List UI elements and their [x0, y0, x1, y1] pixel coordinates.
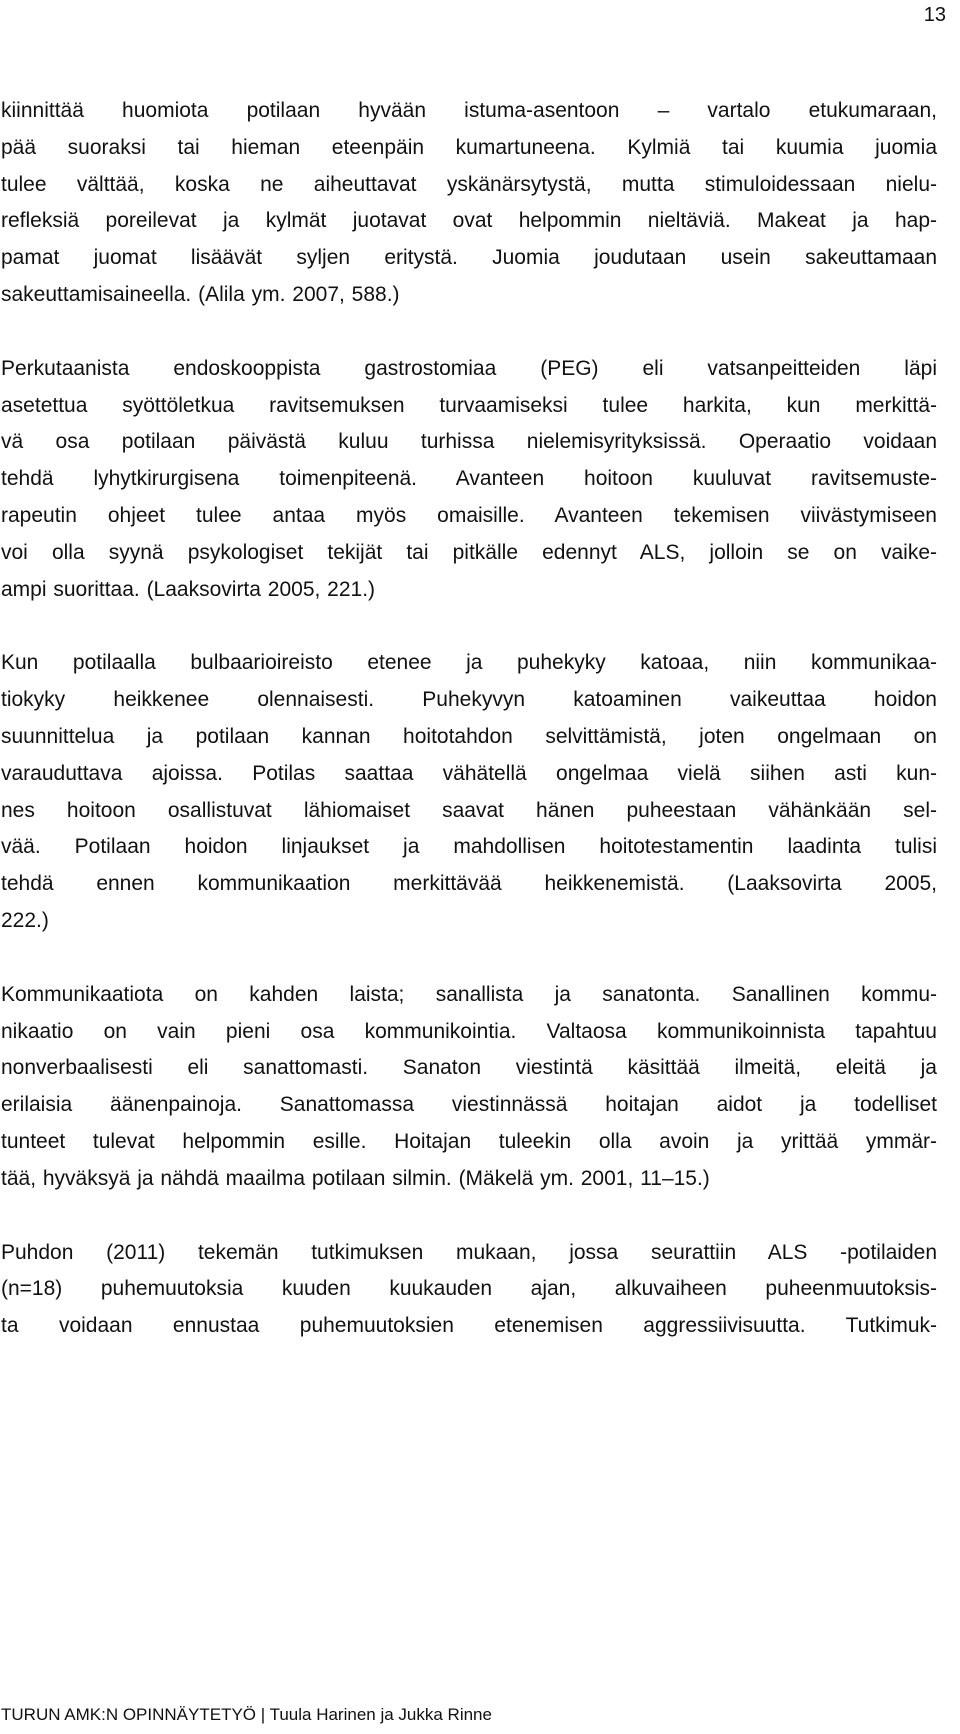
text-line: pää suoraksi tai hieman eteenpäin kumartuneena. Kylmiä tai kuumia juomia	[1, 135, 937, 159]
text-line: tehdä ennen kommunikaation merkittävää heikkenemistä. (Laaksovirta 2005,	[1, 872, 937, 896]
text-line: erilaisia äänenpainoja. Sanattomassa viestinnässä hoitajan aidot ja todelliset	[1, 1093, 937, 1117]
text-line: 222.)	[1, 908, 49, 932]
text-line: refleksiä poreilevat ja kylmät juotavat ovat helpommin nieltäviä. Makeat ja hap-	[1, 209, 937, 233]
paragraph-1	[1, 93, 937, 314]
text-line: pamat juomat lisäävät syljen eritystä. Juomia joudutaan usein sakeuttamaan	[1, 246, 937, 270]
text-line: nikaatio on vain pieni osa kommunikointia. Valtaosa kommunikoinnista tapahtuu	[1, 1019, 937, 1043]
text-line: tulee välttää, koska ne aiheuttavat yskänärsytystä, mutta stimuloidessaan nielu-	[1, 172, 937, 196]
text-line: voi olla syynä psykologiset tekijät tai pitkälle edennyt ALS, jolloin se on vaike-	[1, 540, 937, 564]
text-line: tiokyky heikkenee olennaisesti. Puhekyvyn katoaminen vaikeuttaa hoidon	[1, 688, 937, 712]
text-line: Kommunikaatiota on kahden laista; sanallista ja sanatonta. Sanallinen kommu-	[1, 982, 937, 1006]
text-line: varauduttava ajoissa. Potilas saattaa vähätellä ongelmaa vielä siihen asti kun-	[1, 761, 937, 785]
text-line: suunnittelua ja potilaan kannan hoitotahdon selvittämistä, joten ongelmaan on	[1, 724, 937, 748]
text-line: tää, hyväksyä ja nähdä maailma potilaan silmin. (Mäkelä ym. 2001, 11–15.)	[1, 1166, 710, 1190]
text-line: asetettua syöttöletkua ravitsemuksen turvaamiseksi tulee harkita, kun merkittä-	[1, 393, 937, 417]
paragraph-3	[1, 645, 937, 939]
text-line: sakeuttamisaineella. (Alila ym. 2007, 588.)	[1, 282, 400, 306]
text-line: ampi suorittaa. (Laaksovirta 2005, 221.)	[1, 577, 376, 601]
text-line: tehdä lyhytkirurgisena toimenpiteenä. Avanteen hoitoon kuuluvat ravitsemuste-	[1, 467, 937, 491]
text-line: vää. Potilaan hoidon linjaukset ja mahdollisen hoitotestamentin laadinta tulisi	[1, 835, 937, 859]
document-body	[1, 93, 937, 1382]
paragraph-4	[1, 977, 937, 1198]
page-footer: TURUN AMK:N OPINNÄYTETYÖ | Tuula Harinen ja Jukka Rinne	[1, 1705, 492, 1724]
paragraph-2	[1, 351, 937, 609]
text-line: nonverbaalisesti eli sanattomasti. Sanaton viestintä käsittää ilmeitä, eleitä ja	[1, 1056, 937, 1080]
text-line: ta voidaan ennustaa puhemuutoksien etenemisen aggressiivisuutta. Tutkimuk-	[1, 1314, 937, 1338]
text-line: Puhdon (2011) tekemän tutkimuksen mukaan, jossa seurattiin ALS -potilaiden	[1, 1240, 937, 1264]
text-line: vä osa potilaan päivästä kuluu turhissa nielemisyrityksissä. Operaatio voidaan	[1, 430, 937, 454]
paragraph-5	[1, 1235, 937, 1345]
text-line: tunteet tulevat helpommin esille. Hoitajan tuleekin olla avoin ja yrittää ymmär-	[1, 1129, 937, 1153]
text-line: (n=18) puhemuutoksia kuuden kuukauden ajan, alkuvaiheen puheenmuutoksis-	[1, 1277, 937, 1301]
page-number: 13	[923, 4, 946, 26]
text-line: kiinnittää huomiota potilaan hyvään istuma-asentoon – vartalo etukumaraan,	[1, 99, 937, 122]
text-line: Perkutaanista endoskooppista gastrostomiaa (PEG) eli vatsanpeitteiden läpi	[1, 356, 937, 380]
text-line: Kun potilaalla bulbaarioireisto etenee ja puhekyky katoaa, niin kommunikaa-	[1, 651, 937, 675]
text-line: rapeutin ohjeet tulee antaa myös omaisille. Avanteen tekemisen viivästymiseen	[1, 503, 937, 527]
text-line: nes hoitoon osallistuvat lähiomaiset saavat hänen puheestaan vähänkään sel-	[1, 798, 937, 822]
